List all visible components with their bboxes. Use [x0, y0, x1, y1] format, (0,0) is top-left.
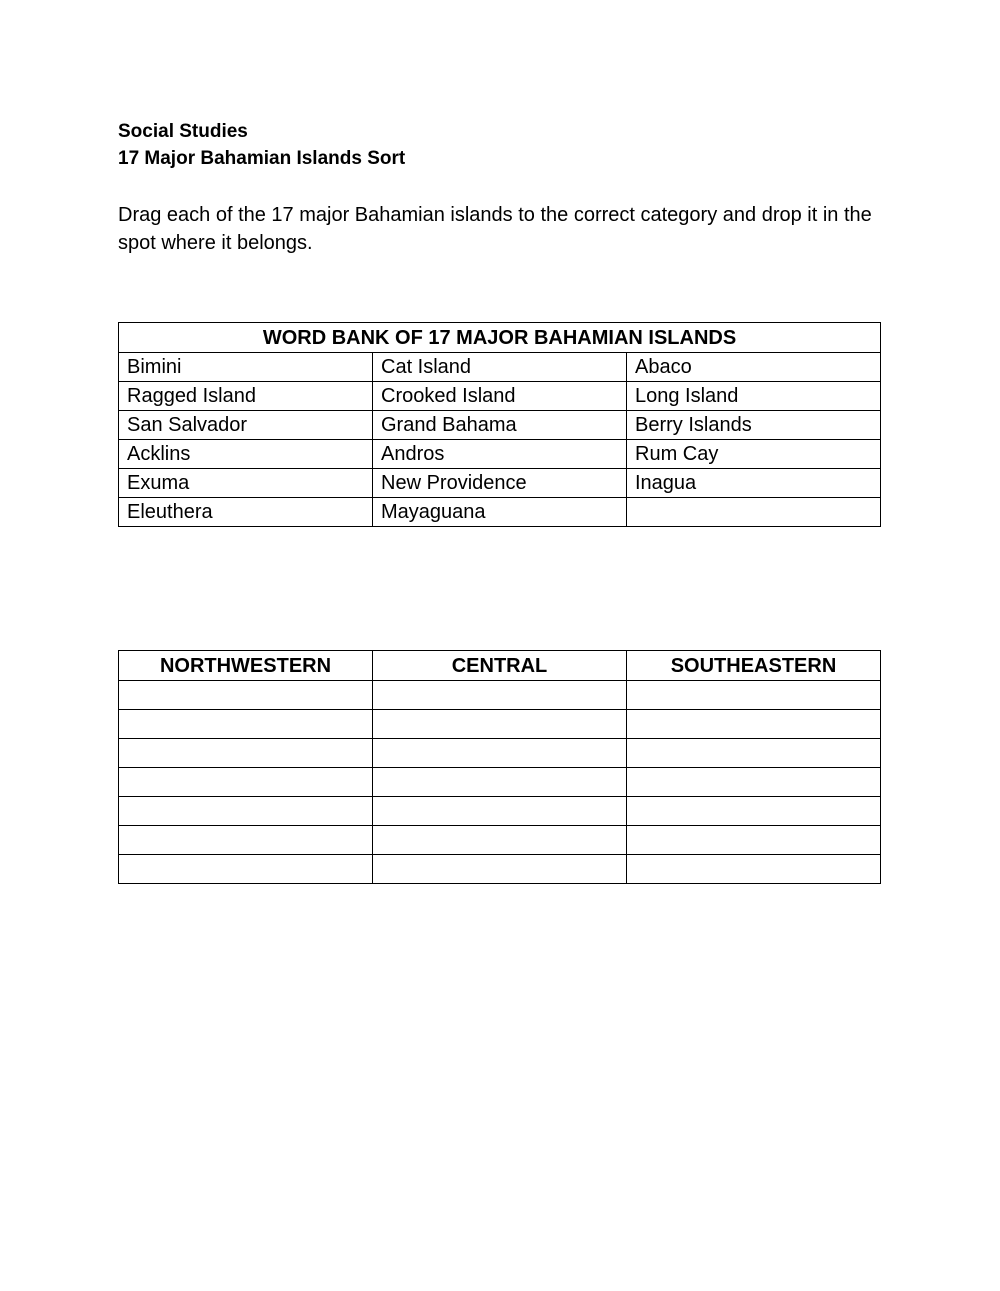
- drop-slot-central[interactable]: [373, 710, 627, 739]
- island-item[interactable]: Cat Island: [373, 353, 627, 382]
- empty-cell: [627, 498, 881, 527]
- drop-slot-northwestern[interactable]: [119, 710, 373, 739]
- word-bank-table: [118, 322, 881, 527]
- island-item[interactable]: Crooked Island: [373, 382, 627, 411]
- category-header-northwestern: NORTHWESTERN: [119, 651, 373, 681]
- island-item[interactable]: Ragged Island: [119, 382, 373, 411]
- drop-slot-central[interactable]: [373, 681, 627, 710]
- island-item[interactable]: San Salvador: [119, 411, 373, 440]
- drop-slot-central[interactable]: [373, 739, 627, 768]
- word-bank-row: [119, 440, 881, 469]
- drop-row: [119, 768, 881, 797]
- island-item[interactable]: Long Island: [627, 382, 881, 411]
- drop-slot-southeastern[interactable]: [627, 768, 881, 797]
- word-bank-row: [119, 498, 881, 527]
- drop-slot-southeastern[interactable]: [627, 739, 881, 768]
- drop-slot-southeastern[interactable]: [627, 681, 881, 710]
- island-item[interactable]: Abaco: [627, 353, 881, 382]
- drop-slot-central[interactable]: [373, 826, 627, 855]
- drop-slot-central[interactable]: [373, 768, 627, 797]
- drop-slot-northwestern[interactable]: [119, 797, 373, 826]
- drop-row: [119, 710, 881, 739]
- drop-slot-northwestern[interactable]: [119, 855, 373, 884]
- drop-row: [119, 739, 881, 768]
- island-item[interactable]: Acklins: [119, 440, 373, 469]
- drop-row: [119, 797, 881, 826]
- subject-heading: Social Studies: [118, 121, 248, 142]
- word-bank-row: [119, 382, 881, 411]
- island-item[interactable]: Bimini: [119, 353, 373, 382]
- island-item[interactable]: Andros: [373, 440, 627, 469]
- drop-slot-northwestern[interactable]: [119, 826, 373, 855]
- drop-row: [119, 681, 881, 710]
- word-bank-header: WORD BANK OF 17 MAJOR BAHAMIAN ISLANDS: [119, 323, 881, 353]
- island-item[interactable]: Rum Cay: [627, 440, 881, 469]
- island-item[interactable]: Eleuthera: [119, 498, 373, 527]
- drop-slot-southeastern[interactable]: [627, 855, 881, 884]
- word-bank-row: [119, 469, 881, 498]
- word-bank-row: [119, 353, 881, 382]
- island-item[interactable]: Mayaguana: [373, 498, 627, 527]
- drop-slot-southeastern[interactable]: [627, 710, 881, 739]
- instructions-text: Drag each of the 17 major Bahamian islands to the correct category and drop it in the spot where it belongs.: [118, 204, 872, 254]
- word-bank-row: [119, 411, 881, 440]
- drop-slot-northwestern[interactable]: [119, 768, 373, 797]
- drop-slot-northwestern[interactable]: [119, 681, 373, 710]
- drop-row: [119, 826, 881, 855]
- category-header-central: CENTRAL: [373, 651, 627, 681]
- island-item[interactable]: New Providence: [373, 469, 627, 498]
- drop-slot-southeastern[interactable]: [627, 826, 881, 855]
- drop-slot-northwestern[interactable]: [119, 739, 373, 768]
- island-item[interactable]: Grand Bahama: [373, 411, 627, 440]
- category-sort-table: [118, 650, 881, 884]
- drop-row: [119, 855, 881, 884]
- island-item[interactable]: Exuma: [119, 469, 373, 498]
- drop-slot-southeastern[interactable]: [627, 797, 881, 826]
- worksheet-title: 17 Major Bahamian Islands Sort: [118, 148, 406, 169]
- island-item[interactable]: Berry Islands: [627, 411, 881, 440]
- island-item[interactable]: Inagua: [627, 469, 881, 498]
- drop-slot-central[interactable]: [373, 797, 627, 826]
- drop-slot-central[interactable]: [373, 855, 627, 884]
- category-header-southeastern: SOUTHEASTERN: [627, 651, 881, 681]
